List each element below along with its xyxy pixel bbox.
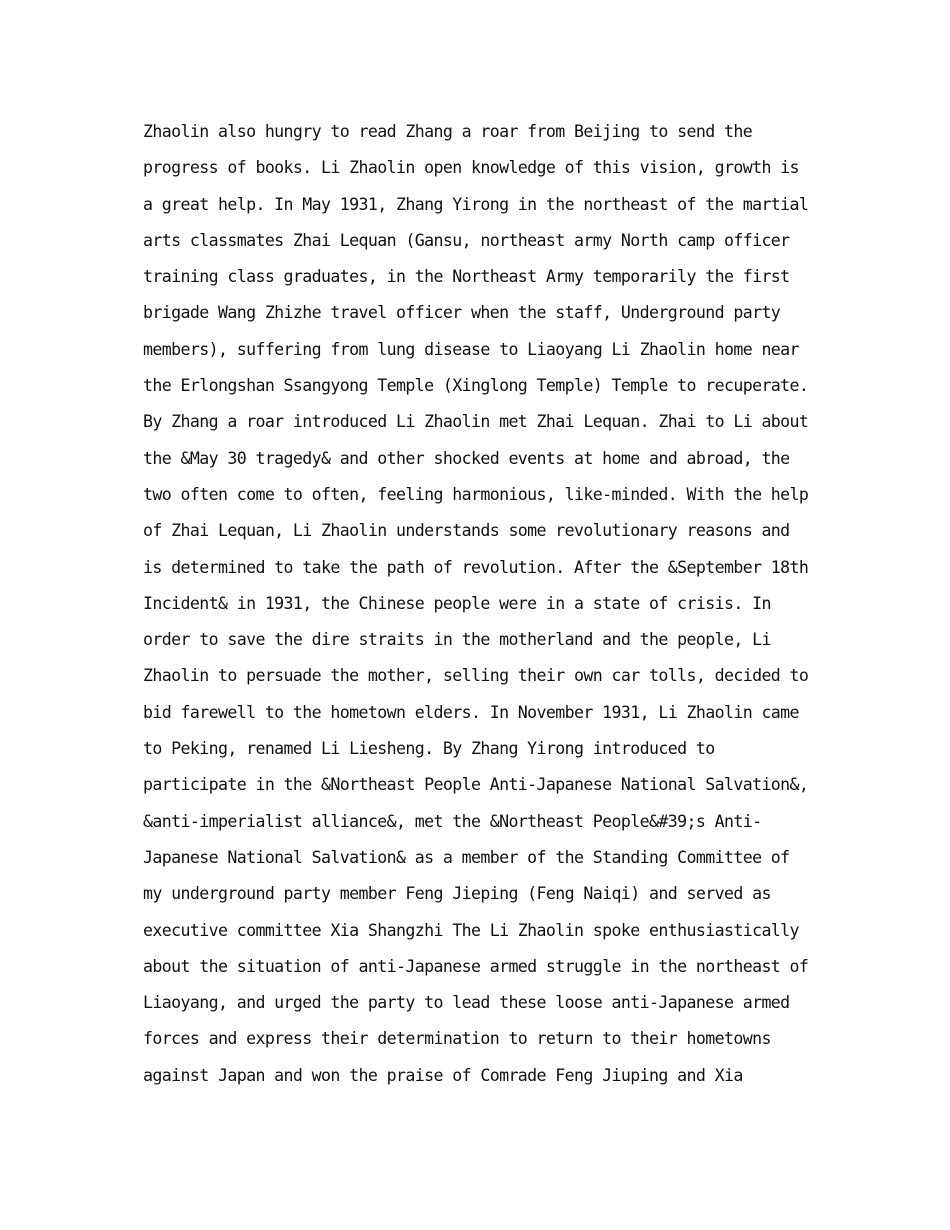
text-line: By Zhang a roar introduced Li Zhaolin met Zhai Lequan. Zhai to Li about: [143, 412, 809, 432]
text-line: forces and express their determination to return to their hometowns: [143, 1029, 771, 1049]
text-line: Japanese National Salvation& as a member of the Standing Committee of: [143, 847, 790, 867]
text-line: against Japan and won the praise of Comrade Feng Jiuping and Xia: [143, 1065, 743, 1085]
text-line: a great help. In May 1931, Zhang Yirong in the northeast of the martial: [143, 194, 809, 214]
text-line: Liaoyang, and urged the party to lead these loose anti-Japanese armed: [143, 993, 790, 1013]
text-line: the Erlongshan Ssangyong Temple (Xinglong Temple) Temple to recuperate.: [143, 376, 809, 396]
text-line: brigade Wang Zhizhe travel officer when the staff, Underground party: [143, 303, 781, 323]
text-line: the &May 30 tragedy& and other shocked events at home and abroad, the: [143, 448, 790, 468]
text-line: members), suffering from lung disease to Liaoyang Li Zhaolin home near: [143, 339, 799, 359]
text-line: &anti-imperialist alliance&, met the &Northeast People&#39;s Anti-: [143, 811, 762, 831]
text-line: executive committee Xia Shangzhi The Li Zhaolin spoke enthusiastically: [143, 920, 799, 940]
text-line: of Zhai Lequan, Li Zhaolin understands some revolutionary reasons and: [143, 521, 790, 541]
text-line: to Peking, renamed Li Liesheng. By Zhang Yirong introduced to: [143, 739, 715, 759]
text-line: bid farewell to the hometown elders. In November 1931, Li Zhaolin came: [143, 702, 799, 722]
text-line: Zhaolin also hungry to read Zhang a roar from Beijing to send the: [143, 122, 753, 141]
text-line: participate in the &Northeast People Anti-Japanese National Salvation&,: [143, 775, 809, 795]
text-line: two often come to often, feeling harmonious, like-minded. With the help: [143, 484, 809, 504]
text-line: progress of books. Li Zhaolin open knowledge of this vision, growth is: [143, 158, 799, 178]
text-line: my underground party member Feng Jieping (Feng Naiqi) and served as: [143, 884, 771, 904]
text-line: about the situation of anti-Japanese armed struggle in the northeast of: [143, 956, 809, 976]
text-line: training class graduates, in the Northeast Army temporarily the first: [143, 267, 790, 287]
text-line: Zhaolin to persuade the mother, selling their own car tolls, decided to: [143, 666, 809, 686]
text-line: order to save the dire straits in the motherland and the people, Li: [143, 630, 771, 650]
text-line: is determined to take the path of revolution. After the &September 18th: [143, 557, 809, 577]
text-line: Incident& in 1931, the Chinese people were in a state of crisis. In: [143, 593, 771, 613]
body-text: [143, 114, 823, 1094]
text-line: arts classmates Zhai Lequan (Gansu, northeast army North camp officer: [143, 230, 790, 250]
